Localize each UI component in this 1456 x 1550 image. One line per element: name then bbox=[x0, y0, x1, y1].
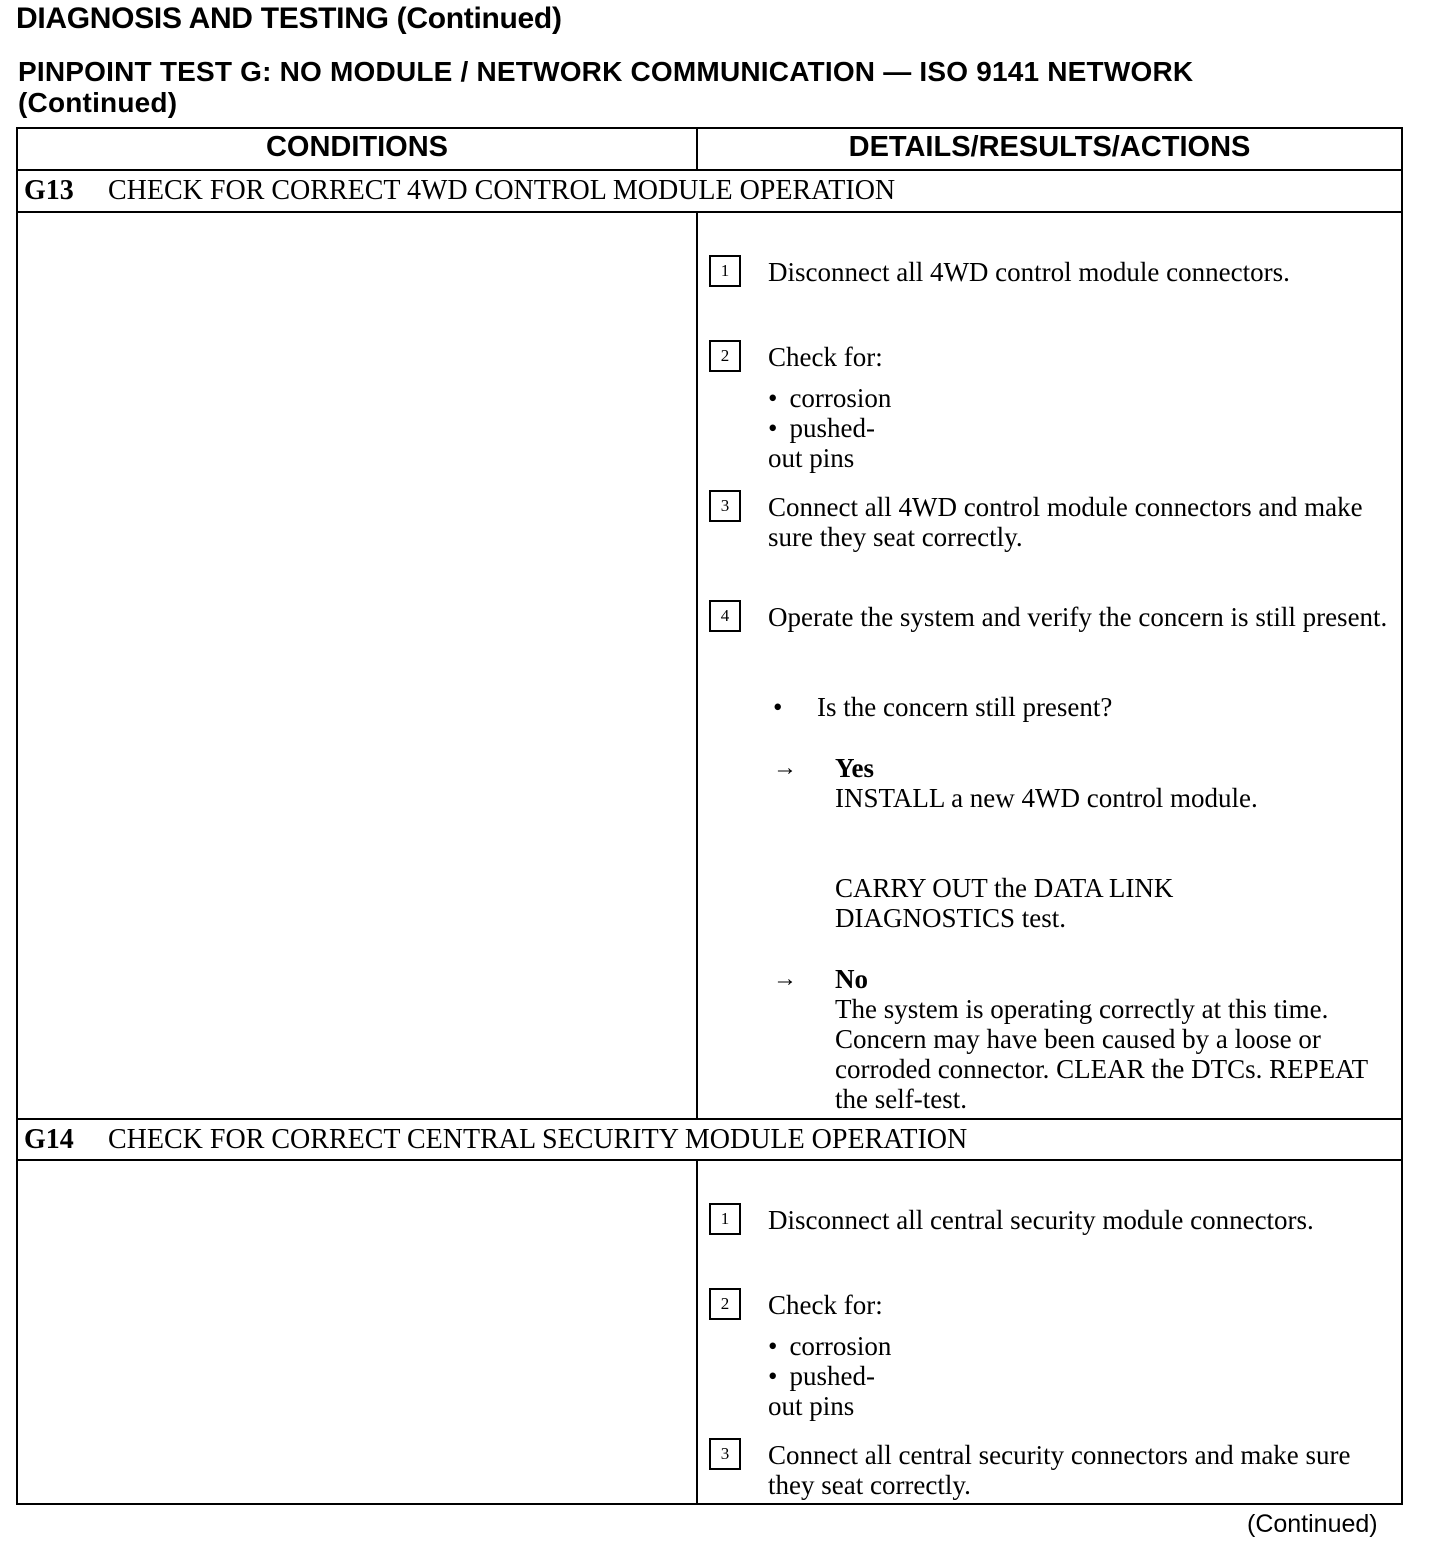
list-item: • pushed-out pins bbox=[768, 1361, 891, 1421]
yes-action-2: CARRY OUT the DATA LINK DIAGNOSTICS test. bbox=[835, 873, 1174, 933]
page-title: DIAGNOSIS AND TESTING (Continued) bbox=[16, 2, 562, 35]
list-item: • corrosion bbox=[768, 383, 891, 413]
header-divider bbox=[16, 169, 1403, 171]
table-top-border bbox=[16, 127, 1403, 129]
column-header-details: DETAILS/RESULTS/ACTIONS bbox=[848, 131, 1251, 163]
step-text: Connect all 4WD control module connectors and make sure they seat correctly. bbox=[768, 492, 1363, 552]
g14-title-divider bbox=[16, 1159, 1403, 1161]
step-text: Operate the system and verify the concern is still present. bbox=[768, 602, 1388, 632]
arrow-right-icon: → bbox=[773, 755, 797, 781]
table-left-border bbox=[16, 127, 18, 1505]
list-item: • pushed-out pins bbox=[768, 413, 891, 473]
g14-step-heading bbox=[24, 1124, 967, 1156]
step-text: Disconnect all 4WD control module connectors. bbox=[768, 257, 1290, 287]
question-text: Is the concern still present? bbox=[817, 692, 1113, 722]
no-label: No bbox=[835, 964, 868, 994]
g13-title-divider bbox=[16, 211, 1403, 213]
column-header-conditions: CONDITIONS bbox=[265, 131, 449, 163]
table-right-border bbox=[1401, 127, 1403, 1505]
continued-note: (Continued) bbox=[1247, 1510, 1378, 1538]
pinpoint-test-title bbox=[18, 56, 1418, 118]
check-list bbox=[768, 383, 891, 473]
no-action: The system is operating correctly at this time. Concern may have been caused by a loose or corroded connector. CLEAR the DTCs. REPEAT the self-test. bbox=[835, 994, 1368, 1114]
step-text: Check for: bbox=[768, 342, 883, 372]
g14-top-divider bbox=[16, 1118, 1403, 1120]
g14-column-divider bbox=[696, 1159, 698, 1505]
step-number-box: 3 bbox=[709, 490, 741, 522]
test-title-line1: PINPOINT TEST G: NO MODULE / NETWORK COMMUNICATION — ISO 9141 NETWORK bbox=[18, 56, 1194, 87]
step-number-box: 1 bbox=[709, 255, 741, 287]
check-list bbox=[768, 1331, 891, 1421]
g14-code: G14 bbox=[24, 1124, 74, 1155]
step-number-box: 1 bbox=[709, 1203, 741, 1235]
step-text: Disconnect all central security module connectors. bbox=[768, 1205, 1314, 1235]
g13-column-divider bbox=[696, 211, 698, 1120]
step-number-box: 3 bbox=[709, 1438, 741, 1470]
g14-title: CHECK FOR CORRECT CENTRAL SECURITY MODULE OPERATION bbox=[108, 1124, 968, 1155]
step-text: Check for: bbox=[768, 1290, 883, 1320]
g13-code: G13 bbox=[24, 175, 74, 206]
step-number-box: 2 bbox=[709, 340, 741, 372]
yes-action-1: INSTALL a new 4WD control module. bbox=[835, 783, 1258, 813]
table-bottom-border bbox=[16, 1503, 1403, 1505]
list-item: • corrosion bbox=[768, 1331, 891, 1361]
step-number-box: 4 bbox=[709, 600, 741, 632]
g13-step-heading bbox=[24, 175, 895, 207]
g13-question: • Is the concern still present? bbox=[773, 692, 1113, 722]
test-title-line2: (Continued) bbox=[18, 87, 178, 118]
yes-label: Yes bbox=[835, 753, 874, 783]
step-number-box: 2 bbox=[709, 1288, 741, 1320]
arrow-right-icon: → bbox=[773, 966, 797, 992]
g13-title: CHECK FOR CORRECT 4WD CONTROL MODULE OPERATION bbox=[108, 175, 896, 206]
step-text: Connect all central security connectors and make sure they seat correctly. bbox=[768, 1440, 1351, 1500]
